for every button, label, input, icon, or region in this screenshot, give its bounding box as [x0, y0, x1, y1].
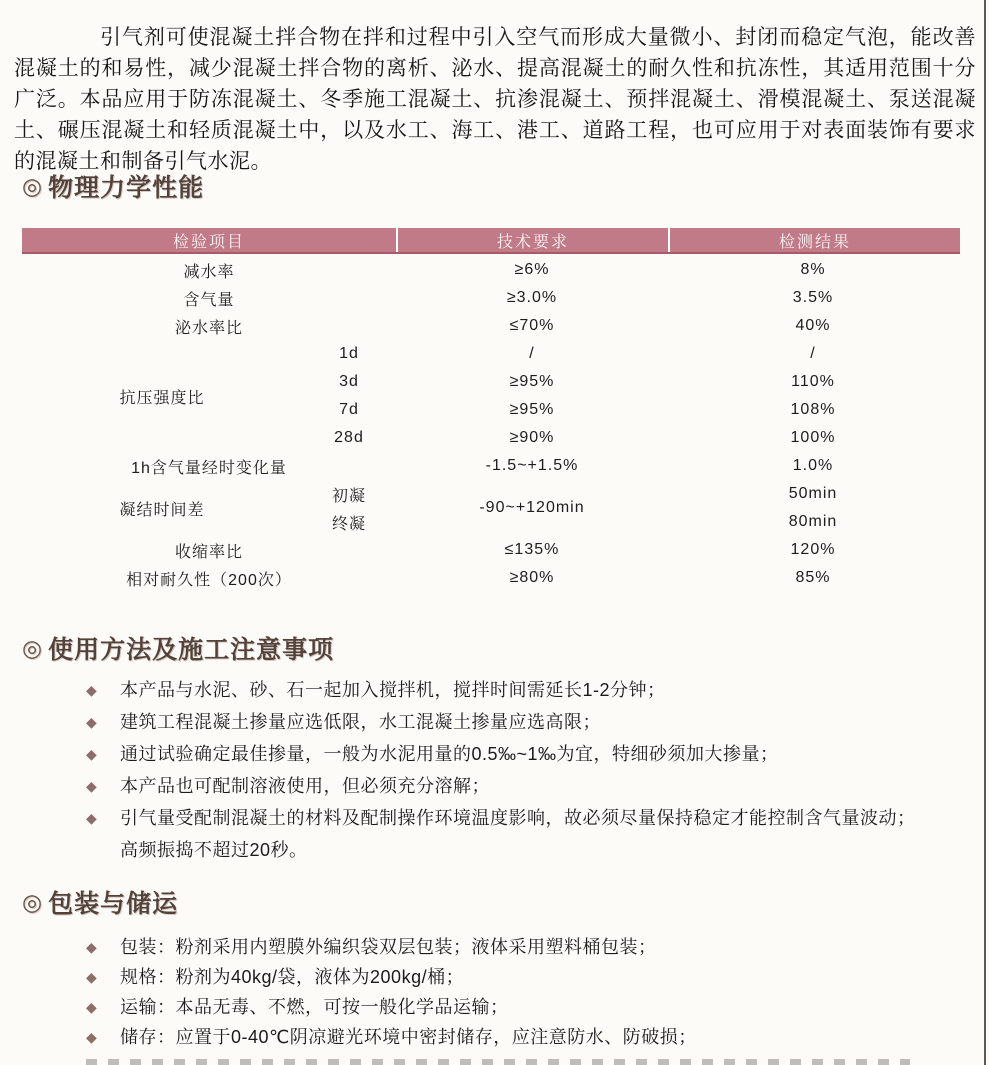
table-cell-result: 85%	[795, 569, 831, 586]
packaging-list	[86, 932, 966, 1052]
list-item	[86, 992, 966, 1022]
table-cell-age: 3d	[339, 373, 359, 390]
table-cell-result: 8%	[800, 261, 826, 278]
table-cell-result: 100%	[790, 429, 836, 446]
table-cell-phase: 终凝	[331, 515, 366, 533]
table-cell-requirement: ≥95%	[509, 401, 555, 418]
column-header-requirement: 技术要求	[398, 228, 668, 252]
table-cell-requirement: ≥6%	[514, 261, 550, 278]
list-item	[86, 770, 966, 802]
list-item	[86, 738, 966, 770]
list-item-text: 引气量受配制混凝土的材料及配制操作环境温度影响，故必须尽量保持稳定才能控制含气量波动；	[120, 808, 916, 828]
list-item-text: 通过试验确定最佳掺量，一般为水泥用量的0.5‰~1‰为宜，特细砂须加大掺量；	[120, 744, 779, 764]
table-cell-result: 3.5%	[792, 289, 834, 306]
table-body	[22, 254, 960, 592]
double-circle-icon: ◎	[22, 172, 44, 199]
section-heading-usage	[22, 630, 334, 666]
table-cell-item: 收缩率比	[174, 543, 243, 561]
table-header-row	[22, 228, 960, 254]
scan-edge-line	[984, 0, 986, 1065]
column-header-result: 检测结果	[670, 228, 960, 252]
table-cell-item-compressive: 抗压强度比	[119, 389, 205, 407]
diamond-bullet-icon: ◆	[86, 939, 97, 955]
list-item	[86, 674, 966, 706]
table-cell-result: /	[810, 345, 816, 362]
double-circle-icon: ◎	[22, 634, 44, 661]
section-heading-packaging	[22, 884, 178, 920]
list-item	[86, 802, 966, 834]
list-item	[86, 706, 966, 738]
section-heading-physical	[22, 168, 204, 204]
list-item-text: 本产品与水泥、砂、石一起加入搅拌机，搅拌时间需延长1-2分钟；	[120, 680, 666, 700]
table-cell-requirement: ≥3.0%	[506, 289, 558, 306]
table-cell-result: 50min	[788, 485, 838, 502]
list-item-text: 本产品也可配制溶液使用，但必须充分溶解；	[120, 776, 490, 796]
section-title: 物理力学性能	[48, 174, 205, 202]
table-cell-result: 108%	[790, 401, 836, 418]
list-item	[86, 1022, 966, 1052]
table-cell-requirement: ≤135%	[504, 541, 560, 558]
table-cell-requirement: /	[529, 345, 535, 362]
table-cell-phase: 初凝	[331, 487, 366, 505]
list-item-continuation	[86, 834, 966, 866]
table-cell-requirement: ≤70%	[509, 317, 555, 334]
cutoff-text-sliver	[86, 1059, 910, 1065]
diamond-bullet-icon: ◆	[86, 778, 97, 794]
table-cell-requirement: ≥95%	[509, 373, 555, 390]
table-cell-result: 80min	[788, 513, 838, 530]
list-item-text: 高频振捣不超过20秒。	[120, 840, 308, 860]
diamond-bullet-icon: ◆	[86, 999, 97, 1015]
table-cell-item: 相对耐久性（200次）	[126, 571, 292, 589]
diamond-bullet-icon: ◆	[86, 969, 97, 985]
double-circle-icon: ◎	[22, 888, 44, 915]
table-cell-requirement: -1.5~+1.5%	[485, 457, 579, 474]
table-cell-item-setting-time: 凝结时间差	[119, 501, 205, 519]
diamond-bullet-icon: ◆	[86, 810, 97, 826]
list-item-text: 规格：粉剂为40kg/袋，液体为200kg/桶；	[120, 967, 465, 987]
table-cell-item: 泌水率比	[174, 319, 243, 337]
diamond-bullet-icon: ◆	[86, 746, 97, 762]
section-title: 使用方法及施工注意事项	[48, 636, 335, 664]
table-cell-requirement: ≥90%	[509, 429, 555, 446]
diamond-bullet-icon: ◆	[86, 1029, 97, 1045]
diamond-bullet-icon: ◆	[86, 682, 97, 698]
list-item-text: 包装：粉剂采用内塑膜外编织袋双层包装；液体采用塑料桶包装；	[120, 937, 657, 957]
list-item-text: 建筑工程混凝土掺量应选低限，水工混凝土掺量应选高限；	[120, 712, 601, 732]
table-cell-age: 28d	[334, 429, 364, 446]
table-cell-requirement: -90~+120min	[479, 499, 585, 516]
table-cell-result: 40%	[795, 317, 831, 334]
physical-properties-table	[22, 228, 960, 592]
table-cell-requirement: ≥80%	[509, 569, 555, 586]
table-cell-item: 1h含气量经时变化量	[131, 459, 287, 477]
list-item-text: 储存：应置于0-40℃阴凉避光环境中密封储存，应注意防水、防破损；	[120, 1027, 697, 1047]
section-title: 包装与储运	[48, 890, 179, 918]
table-cell-result: 110%	[791, 373, 835, 390]
list-item	[86, 932, 966, 962]
diamond-bullet-icon: ◆	[86, 714, 97, 730]
table-cell-result: 1.0%	[792, 457, 834, 474]
column-header-item: 检验项目	[22, 228, 396, 252]
usage-list	[86, 674, 966, 866]
table-cell-result: 120%	[790, 541, 836, 558]
table-cell-item: 减水率	[183, 263, 235, 281]
intro-paragraph: 引气剂可使混凝土拌合物在拌和过程中引入空气而形成大量微小、封闭而稳定气泡，能改善混凝土的和易性，减少混凝土拌合物的离析、泌水、提高混凝土的耐久性和抗冻性，其适用范围十分广泛。本品应用于防冻混凝土、冬季施工混凝土、抗渗混凝土、预拌混凝土、滑模混凝土、泵送混凝土、碾压混凝土和轻质混凝土中，以及水工、海工、港工、道路工程，也可应用于对表面装饰有要求的混凝土和制备引气水泥。	[14, 26, 976, 173]
list-item	[86, 962, 966, 992]
list-item-text: 运输：本品无毒、不燃，可按一般化学品运输；	[120, 997, 509, 1017]
table-cell-item: 含气量	[183, 291, 235, 309]
table-cell-age: 1d	[339, 345, 359, 362]
table-cell-age: 7d	[339, 401, 359, 418]
